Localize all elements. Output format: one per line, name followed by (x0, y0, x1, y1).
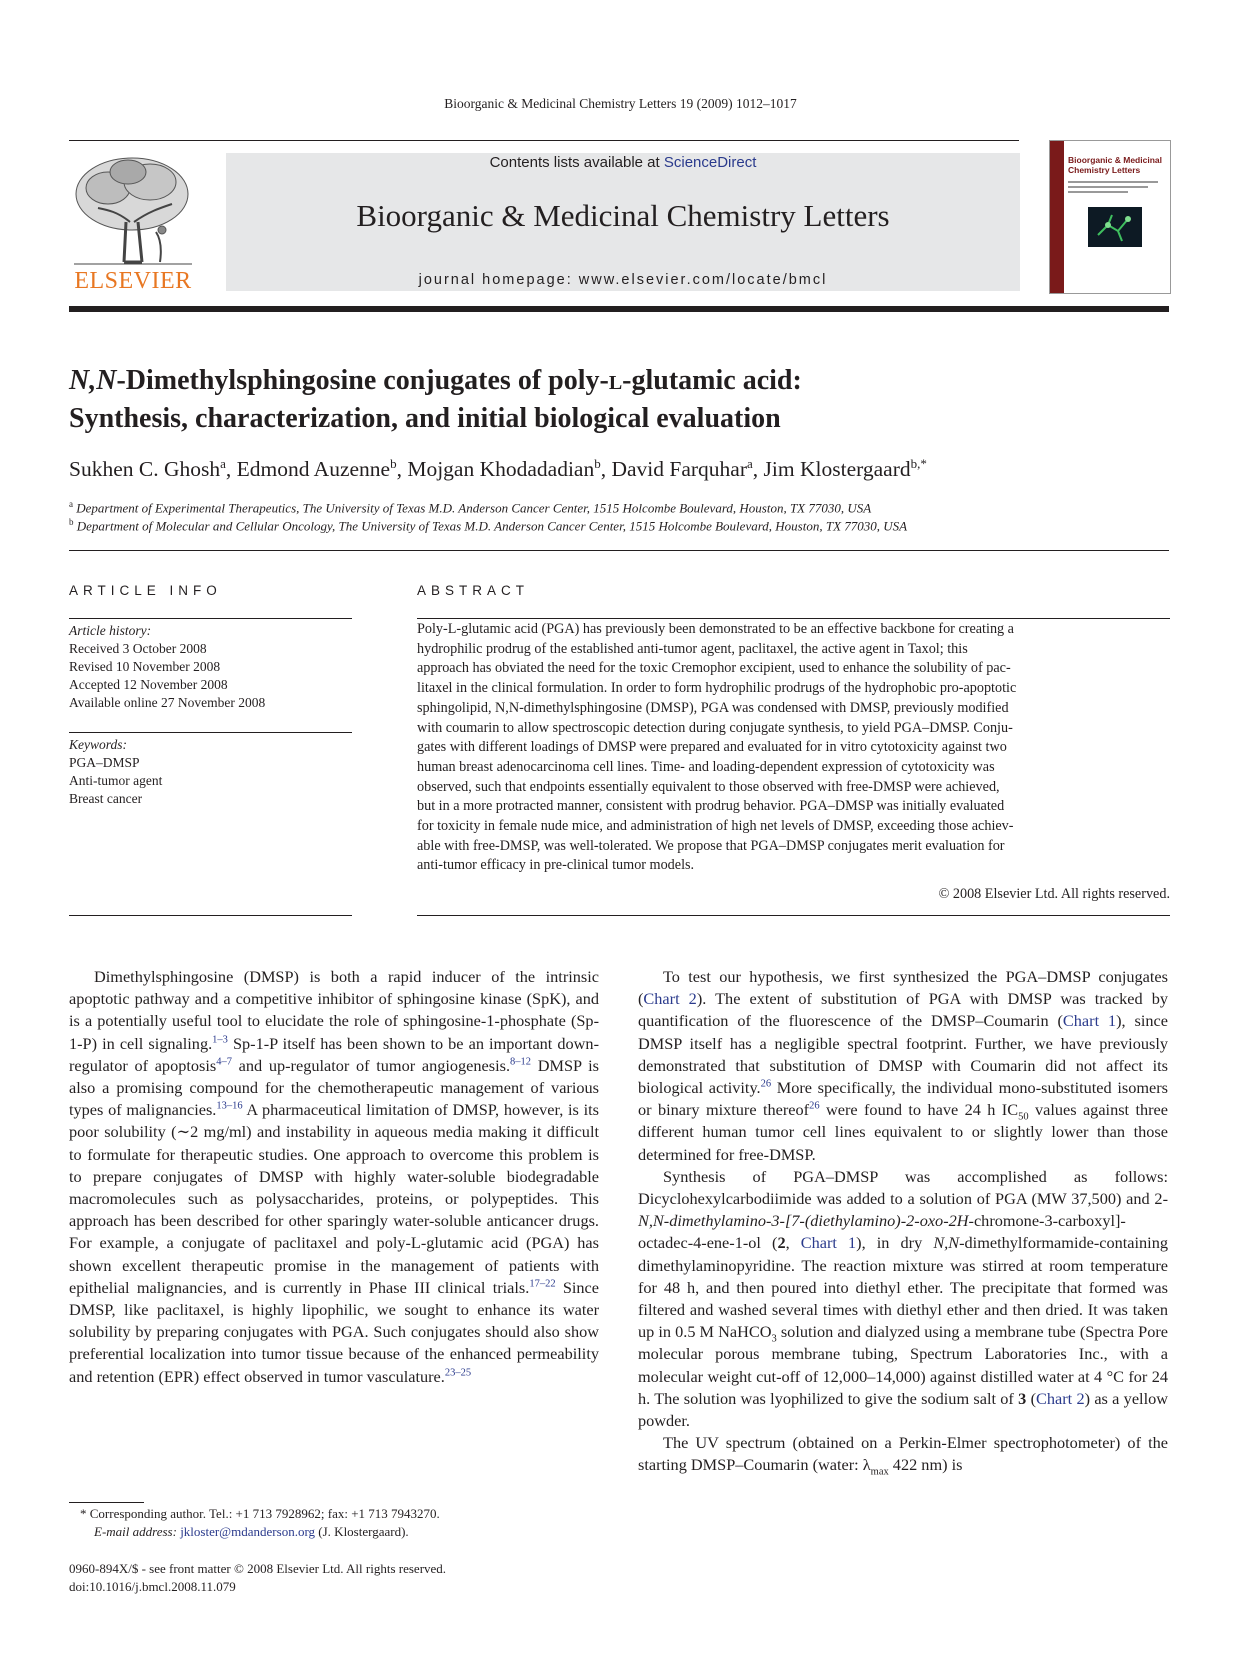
text-run: solution and dialyzed using a membrane tube (Spectra Pore molecular porous membrane tubing, Spectrum Laboratories Inc., with a molecular weight cut-off of 12,000–14,000) against distilled water at 4 °C for 24 h. The solution was lyophilized to give the sodium salt of (638, 1322, 1169, 1408)
text-run: and up-regulator of tumor angiogenesis. (231, 1055, 511, 1075)
text-run: ), since DMSP itself has a negligible spectral footprint. Further, we have previously demonstrated that substitution of DMSP with Coumarin did not affect its biological activity. (638, 1011, 1168, 1098)
author: Sukhen C. Ghosh (69, 457, 221, 482)
history-item: Accepted 12 November 2008 (69, 677, 228, 692)
author: Edmond Auzenne (236, 457, 391, 482)
abstract-heading: ABSTRACT (417, 583, 530, 598)
subscript: 50 (1018, 1111, 1029, 1123)
abstract-line: anti-tumor efficacy in pre-clinical tumor models. (417, 857, 695, 874)
doi-link[interactable]: doi:10.1016/j.bmcl.2008.11.079 (69, 1579, 236, 1594)
abstract-line: Poly-L-glutamic acid (PGA) has previously been demonstrated to be an effective backbone for creating a (417, 621, 1014, 637)
keywords (69, 736, 359, 808)
abstract-text (417, 620, 1170, 876)
title-part: -Dimethylsphingosine conjugates of poly- (116, 365, 609, 396)
keyword: PGA–DMSP (69, 755, 140, 770)
cover-molecule-image-icon (1088, 207, 1142, 247)
citation-link[interactable]: 1–3 (212, 1034, 228, 1046)
keywords-label: Keywords: (69, 737, 127, 752)
text-run: To test our hypothesis, we first synthesized the PGA–DMSP conjugates ( (638, 967, 1168, 1009)
subscript: max (870, 1466, 889, 1478)
history-item: Received 3 October 2008 (69, 641, 207, 656)
citation-link[interactable]: 26 (809, 1100, 820, 1112)
corresponding-author-footnote (80, 1505, 620, 1541)
text-run: DMSP is also a promising compound for the chemotherapeutic management of various types of malignancies. (69, 1055, 599, 1120)
author: Mojgan Khodadadian (407, 457, 595, 482)
affiliation-rule (69, 550, 1169, 551)
abstract-line: approach has obviated the need for the toxic Cremophor excipient, used to enhance the solubility of pac- (417, 660, 1011, 677)
text-run: The UV spectrum (obtained on a Perkin-Elmer spectrophotometer) of the starting DMSP–Coumarin (water: λ (638, 1433, 1168, 1475)
text-run: Sp-1-P itself has been shown to be an important down-regulator of apoptosis (69, 1033, 599, 1075)
header-thick-rule (69, 306, 1169, 312)
journal-cover-thumbnail (1049, 140, 1171, 294)
email-link[interactable]: jkloster@mdanderson.org (180, 1524, 316, 1539)
keywords-rule (69, 732, 352, 733)
text-run: Dimethylsphingosine (DMSP) is both a rapid inducer of the intrinsic apoptotic pathway and a competitive inhibitor of sphingosine kinase (SpK), and is a potentially useful tool to elucidate the role of sphingosine-1-phosphate (Sp-1-P) in cell signaling. (69, 967, 599, 1053)
text-run: A pharmaceutical limitation of DMSP, however, is its poor solubility (∼2 mg/ml) and instability in aqueous media making it difficult to formulate for therapeutic studies. One approach to overcome this problem is to prepare conjugates of DMSP with highly water-soluble biodegradable macromolecules such as polysaccharides, proteins, or polypeptides. This approach has been described for other sparingly water-soluble anticancer drugs. For example, a conjugate of paclitaxel and poly-L-glutamic acid (PGA) has shown excellent therapeutic promise in the management of patients with epithelial malignancies, and is currently in Phase III clinical trials. (69, 1100, 599, 1297)
chart-link[interactable]: Chart 2 (643, 989, 697, 1009)
history-label: Article history: (69, 623, 152, 638)
issn-line: 0960-894X/$ - see front matter © 2008 Elsevier Ltd. All rights reserved. (69, 1561, 447, 1576)
author-affiliation-mark: a (220, 456, 226, 471)
text-run: chromone-3-carboxyl]-octadec-4-ene-1-ol ( (638, 1211, 1126, 1253)
article-info-heading: ARTICLE INFO (69, 583, 222, 598)
affiliation-text: Department of Experimental Therapeutics, The University of Texas M.D. Anderson Cancer Center, 1515 Holcombe Boulevard, Houston, TX 77030, USA (76, 500, 872, 516)
issn-doi (69, 1560, 629, 1596)
affiliation-mark: b (69, 517, 74, 527)
intro-paragraph (69, 966, 599, 1388)
text-run: ). The extent of substitution of PGA with DMSP was tracked by quantification of the fluorescence of the DMSP–Coumarin ( (638, 989, 1169, 1031)
citation-link[interactable]: 13–16 (216, 1100, 243, 1112)
abstract-line: for toxicity in female nude mice, and administration of high net levels of DMSP, exceeding those achiev- (417, 818, 1014, 835)
text-run: ) as a yellow powder. (638, 1388, 1168, 1431)
citation-link[interactable]: 8–12 (510, 1056, 532, 1068)
title-line-2: Synthesis, characterization, and initial biological evaluation (69, 403, 781, 434)
author-affiliation-mark: b,* (910, 456, 927, 471)
compound-number: 3 (1018, 1388, 1027, 1408)
contents-line (226, 154, 1020, 171)
abstract-line: human breast adenocarcinoma cell lines. Time- and loading-dependent expression of cytotoxicity was (417, 758, 995, 775)
history-item: Revised 10 November 2008 (69, 659, 221, 674)
body-right-column (638, 966, 1168, 1477)
text-run: Synthesis of PGA–DMSP was accomplished as follows: Dicyclohexylcarbodiimide was added to a solution of PGA (MW 37,500) and 2- (638, 1166, 1168, 1209)
article-info-rule (69, 618, 352, 619)
abstract-line: able with free-DMSP, was well-tolerated. We propose that PGA–DMSP conjugates merit evaluation for (417, 837, 1005, 854)
affiliation-a (69, 499, 1169, 516)
abstract-line: sphingolipid, N,N-dimethylsphingosine (DMSP), PGA was condensed with DMSP, previously modified (417, 699, 1009, 716)
article-info-bottom-rule (69, 915, 352, 916)
footnote-rule (69, 1502, 144, 1503)
citation-link[interactable]: 4–7 (216, 1056, 232, 1068)
cover-text-lines-icon (1068, 179, 1166, 195)
body-left-column (69, 966, 599, 1388)
text-run: More specifically, the individual mono-substituted isomers or binary mixture thereof (638, 1078, 1168, 1120)
keyword: Breast cancer (69, 791, 143, 806)
article-title (69, 362, 1169, 438)
corresponding-author: * Corresponding author. Tel.: +1 713 7928962; fax: +1 713 7943270. (80, 1506, 440, 1521)
email-label: E-mail address: (94, 1524, 181, 1539)
abstract-copyright: © 2008 Elsevier Ltd. All rights reserved. (938, 886, 1170, 902)
text-run: ( (1026, 1388, 1036, 1408)
chart-link[interactable]: Chart 1 (1062, 1011, 1117, 1031)
contents-prefix: Contents lists available at (489, 154, 664, 171)
text-run: ), in dry (856, 1233, 934, 1253)
journal-reference: Bioorganic & Medicinal Chemistry Letters 19 (2009) 1012–1017 (444, 96, 797, 111)
title-end: -glutamic acid: (622, 365, 802, 396)
article-history (69, 622, 359, 712)
abstract-line: but in a more protracted manner, consistent with prodrug behavior. PGA–DMSP was initially evaluated (417, 798, 1005, 815)
author: Jim Klostergaard (763, 457, 911, 482)
title-italic-prefix: N,N (69, 365, 117, 396)
italic-run: N,N (933, 1233, 960, 1253)
results-paragraph-1 (638, 966, 1168, 1166)
abstract-line: hydrophilic prodrug of the established anti-tumor agent, paclitaxel, the active agent in Taxol; this (417, 640, 968, 657)
text-run: 422 nm) is (888, 1455, 963, 1475)
journal-homepage[interactable]: journal homepage: www.elsevier.com/locate/bmcl (418, 272, 828, 288)
results-paragraph-3 (638, 1432, 1168, 1476)
affiliation-text: Department of Molecular and Cellular Oncology, The University of Texas M.D. Anderson Cancer Center, 1515 Holcombe Boulevard, Houston, TX 77030, USA (76, 518, 908, 534)
abstract-line: gates with different loadings of DMSP were prepared and evaluated for in vitro cytotoxicity against two (417, 739, 1007, 756)
author-list: Sukhen C. Ghosh$^a$, Edmond Auzenne$^b$, Mojgan Khodadadian$^b$, David Farquhar$^a$, Jim Klostergaard$^{b,*}$ (69, 456, 927, 482)
history-item: Available online 27 November 2008 (69, 695, 266, 710)
header-rule (69, 140, 1019, 141)
text-run: -dimethylformamide-containing dimethylaminopyridine. The reaction mixture was stirred at room temperature for 48 h, and then poured into diethyl ether. The precipitate that formed was filtered and washed several times with diethyl ether and then dried. It was taken up in 0.5 M NaHCO (638, 1233, 1168, 1342)
keyword: Anti-tumor agent (69, 773, 163, 788)
text-run: values against three different human tumor cell lines equivalent to or slightly lower than those determined for free-DMSP. (638, 1100, 1169, 1164)
text-run: , (785, 1233, 801, 1253)
chart-link[interactable]: Chart 1 (800, 1233, 857, 1253)
abstract-line: litaxel in the clinical formulation. In order to form hydrophilic prodrugs of the hydrophobic pro-apoptotic (417, 680, 1017, 697)
author-affiliation-mark: b (390, 456, 397, 471)
abstract-line: with coumarin to allow spectroscopic detection during conjugate synthesis, to yield PGA–DMSP. Conju- (417, 719, 1013, 736)
results-paragraph-2 (638, 1166, 1168, 1432)
email-suffix: (J. Klostergaard). (315, 1524, 409, 1539)
citation-link[interactable]: 17–22 (529, 1278, 556, 1290)
text-run: Since DMSP, like paclitaxel, is highly lipophilic, we sought to enhance its water solubility by preparing conjugates with PGA. Such conjugates should also show preferential localization into tumor tissue because of the enhanced permeability and retention (EPR) effect observed in tumor vasculature. (69, 1277, 599, 1386)
text-run: were found to have 24 h IC (819, 1100, 1019, 1120)
author-affiliation-mark: a (747, 456, 753, 471)
compound-number: 2 (777, 1233, 786, 1253)
italic-run: N,N-dimethylamino-3-[7-(diethylamino)-2-oxo-2H- (638, 1211, 974, 1231)
abstract-rule (417, 618, 1170, 619)
abstract-line: observed, such that endpoints essentially equivalent to those observed with free-DMSP were achieved, (417, 778, 1000, 795)
cover-title: Bioorganic & Medicinal Chemistry Letters (1068, 155, 1162, 175)
affiliation-mark: a (69, 499, 73, 509)
affiliation-b (69, 517, 1169, 534)
abstract-bottom-rule (417, 915, 1170, 916)
author: David Farquhar (611, 457, 748, 482)
subscript: 3 (771, 1333, 777, 1345)
citation-link[interactable]: 26 (760, 1078, 772, 1090)
journal-name: Bioorganic & Medicinal Chemistry Letters (356, 198, 890, 233)
chart-link[interactable]: Chart 2 (1036, 1388, 1085, 1408)
sciencedirect-link[interactable]: ScienceDirect (663, 154, 757, 171)
citation-link[interactable]: 23–25 (444, 1367, 472, 1379)
cover-strip (1050, 141, 1064, 293)
author-affiliation-mark: b (594, 456, 601, 471)
elsevier-wordmark: ELSEVIER (74, 268, 192, 294)
title-small-caps: l (608, 365, 623, 396)
